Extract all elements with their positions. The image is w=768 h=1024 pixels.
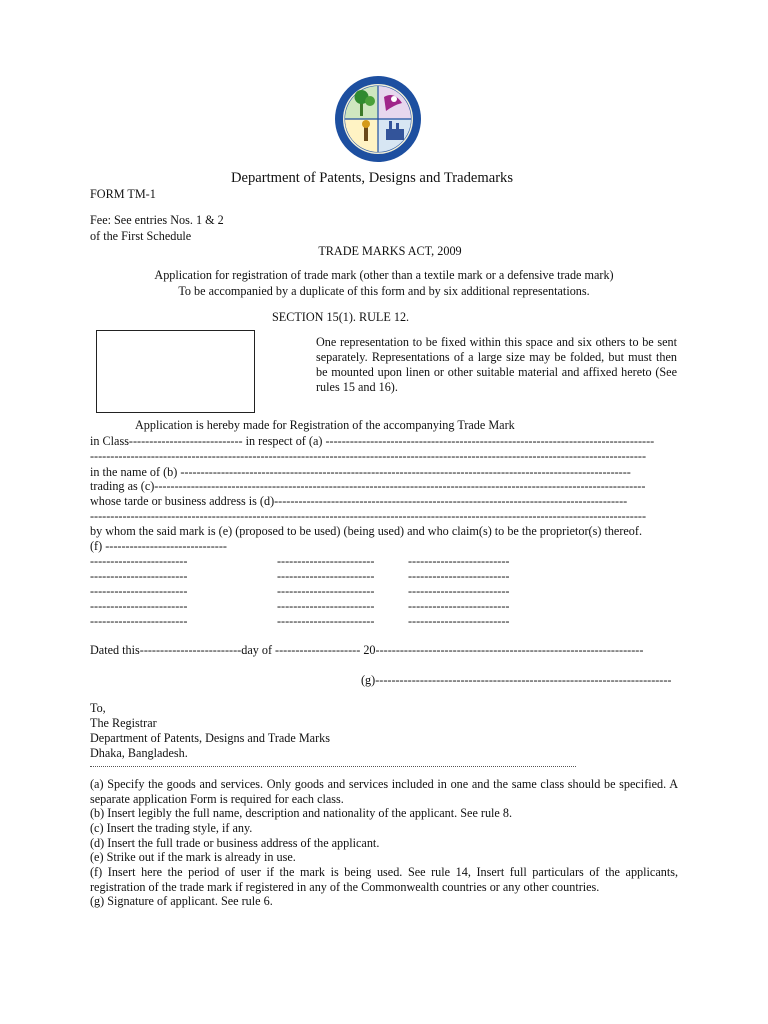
grid-r4-c2: ------------------------ xyxy=(277,599,375,613)
f-line: (f) ------------------------------ xyxy=(90,539,227,553)
address-to: To, xyxy=(90,701,106,715)
blank-line-1: ----------------------------------------------------------------------------------------------------------------------------------------- xyxy=(90,449,647,463)
representation-box xyxy=(96,330,255,413)
grid-r5-c1: ------------------------ xyxy=(90,614,188,628)
grid-r3-c3: ------------------------- xyxy=(408,584,510,598)
grid-r3-c1: ------------------------ xyxy=(90,584,188,598)
footnote-f: (f) Insert here the period of user if the mark is being used. See rule 14, Insert full particulars of the applicants, registration of the trade mark if registered in any of the Commonwealth countries or any other countries. xyxy=(90,865,678,894)
footnote-a: (a) Specify the goods and services. Only goods and services included in one and the same class should be specified. A separate application Form is required for each class. xyxy=(90,777,678,806)
grid-r2-c3: ------------------------- xyxy=(408,569,510,583)
grid-r2-c1: ------------------------ xyxy=(90,569,188,583)
footnote-b: (b) Insert legibly the full name, description and nationality of the applicant. See rule 8. xyxy=(90,806,513,820)
grid-r5-c2: ------------------------ xyxy=(277,614,375,628)
department-title: Department of Patents, Designs and Trademarks xyxy=(230,170,514,186)
grid-r3-c2: ------------------------ xyxy=(277,584,375,598)
form-subtitle-1: Application for registration of trade mark (other than a textile mark or a defensive trade mark) xyxy=(154,268,614,282)
act-title: TRADE MARKS ACT, 2009 xyxy=(318,244,462,258)
form-subtitle-2: To be accompanied by a duplicate of this form and by six additional representations. xyxy=(178,284,590,298)
grid-r4-c3: ------------------------- xyxy=(408,599,510,613)
signature-line: (g)------------------------------------------------------------------------- xyxy=(361,673,672,687)
fee-line-1: Fee: See entries Nos. 1 & 2 xyxy=(90,213,224,227)
class-line: in Class---------------------------- in respect of (a) --------------------------------------------------------------------------------- xyxy=(90,434,655,448)
form-id: FORM TM-1 xyxy=(90,187,156,201)
address-registrar: The Registrar xyxy=(90,716,157,730)
address-line: whose tarde or business address is (d)--------------------------------------------------------------------------------------- xyxy=(90,494,628,508)
footnote-c: (c) Insert the trading style, if any. xyxy=(90,821,253,835)
section-rule: SECTION 15(1). RULE 12. xyxy=(272,310,410,324)
grid-r1-c2: ------------------------ xyxy=(277,554,375,568)
footnote-d: (d) Insert the full trade or business address of the applicant. xyxy=(90,836,380,850)
footnote-e: (e) Strike out if the mark is already in use. xyxy=(90,850,296,864)
grid-r1-c3: ------------------------- xyxy=(408,554,510,568)
address-city: Dhaka, Bangladesh. xyxy=(90,746,188,760)
blank-line-2: ----------------------------------------------------------------------------------------------------------------------------------------- xyxy=(90,509,647,523)
application-intro: Application is hereby made for Registration of the accompanying Trade Mark xyxy=(135,418,515,432)
footnote-g: (g) Signature of applicant. See rule 6. xyxy=(90,894,273,908)
grid-r4-c1: ------------------------ xyxy=(90,599,188,613)
grid-r1-c1: ------------------------ xyxy=(90,554,188,568)
fee-line-2: of the First Schedule xyxy=(90,229,192,243)
government-seal-logo xyxy=(334,75,422,163)
name-line: in the name of (b) --------------------------------------------------------------------------------------------------------------- xyxy=(90,465,631,479)
proprietor-line: by whom the said mark is (e) (proposed to be used) (being used) and who claim(s) to be the proprietor(s) thereof. xyxy=(90,524,643,538)
footnote-divider xyxy=(90,766,576,767)
trading-line: trading as (c)------------------------------------------------------------------------------------------------------------------------- xyxy=(90,479,646,493)
grid-r2-c2: ------------------------ xyxy=(277,569,375,583)
dated-line: Dated this-------------------------day of --------------------- 20------------------------------------------------------------------ xyxy=(90,643,644,657)
address-department: Department of Patents, Designs and Trade Marks xyxy=(90,731,330,745)
grid-r5-c3: ------------------------- xyxy=(408,614,510,628)
representation-text: One representation to be fixed within this space and six others to be sent separately. Representations of a large size may be folded, but must then be mounted upon linen or other suitable material and affixed hereto (See rules 15 and 16). xyxy=(316,335,677,394)
